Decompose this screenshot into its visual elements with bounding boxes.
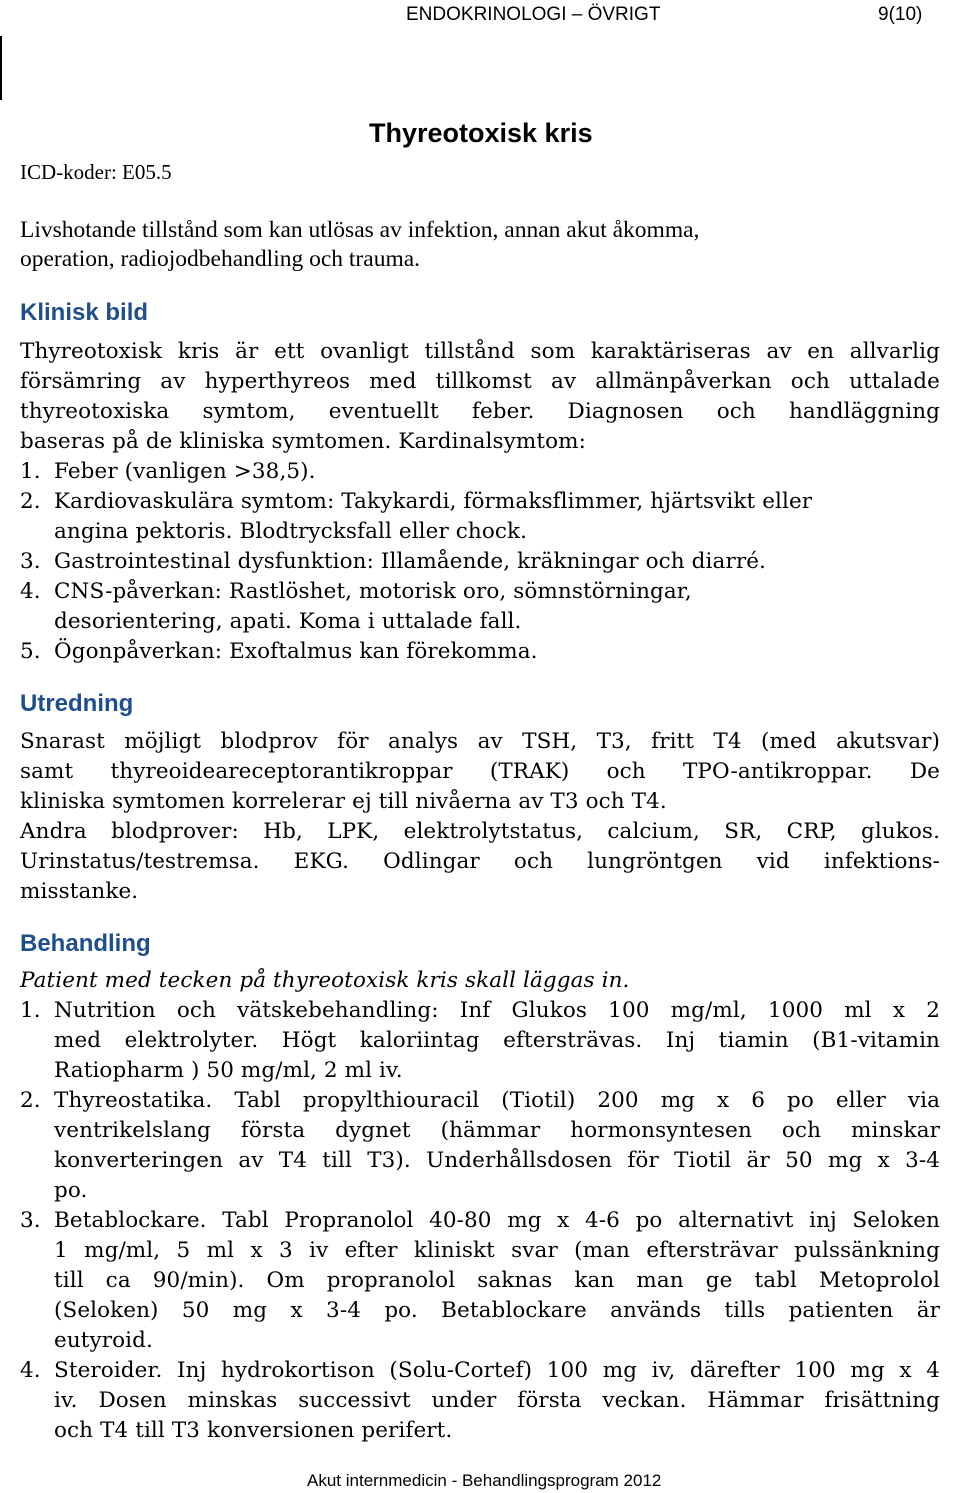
section-heading-utredning: Utredning (20, 690, 134, 717)
list-item: ventrikelslang första dygnet (hämmar hormonsyntesen och minskar (54, 1118, 940, 1143)
list-number: 4. (20, 579, 41, 604)
paragraph-line: baseras på de kliniska symtomen. Kardinalsymtom: (20, 429, 586, 454)
page-footer: Akut internmedicin - Behandlingsprogram 2012 (307, 1471, 662, 1490)
list-item: iv. Dosen minskas successivt under första veckan. Hämmar frisättning (54, 1388, 940, 1413)
intro-line: operation, radiojodbehandling och trauma. (20, 246, 421, 272)
list-item: Gastrointestinal dysfunktion: Illamående, kräkningar och diarré. (54, 549, 766, 574)
paragraph-line: kliniska symtomen korrelerar ej till nivåerna av T3 och T4. (20, 789, 667, 814)
icd-codes: ICD-koder: E05.5 (20, 160, 172, 184)
list-number: 4. (20, 1358, 41, 1383)
paragraph-line: Andra blodprover: Hb, LPK, elektrolytstatus, calcium, SR, CRP, glukos. (20, 819, 940, 844)
paragraph-line: Snarast möjligt blodprov för analys av TSH, T3, fritt T4 (med akutsvar) (20, 729, 940, 754)
paragraph-line: thyreotoxiska symtom, eventuellt feber. Diagnosen och handläggning (20, 399, 940, 424)
list-item: konverteringen av T4 till T3). Underhållsdosen för Tiotil är 50 mg x 3-4 (54, 1148, 940, 1173)
list-item: Ratiopharm ) 50 mg/ml, 2 ml iv. (54, 1058, 403, 1083)
list-item: po. (54, 1178, 88, 1203)
list-item: Ögonpåverkan: Exoftalmus kan förekomma. (54, 639, 538, 664)
list-item: desorientering, apati. Koma i uttalade fall. (54, 609, 522, 634)
list-item: Betablockare. Tabl Propranolol 40-80 mg x 4-6 po alternativt inj Seloken (54, 1208, 940, 1233)
list-item: (Seloken) 50 mg x 3-4 po. Betablockare används tills patienten är (54, 1298, 940, 1323)
page-title: Thyreotoxisk kris (369, 118, 593, 148)
list-item: angina pektoris. Blodtrycksfall eller chock. (54, 519, 528, 544)
section-heading-behandling: Behandling (20, 930, 151, 957)
list-number: 3. (20, 549, 41, 574)
list-item: Nutrition och vätskebehandling: Inf Glukos 100 mg/ml, 1000 ml x 2 (54, 998, 940, 1023)
paragraph-line: Thyreotoxisk kris är ett ovanligt tillstånd som karaktäriseras av en allvarlig (20, 339, 940, 364)
list-item: Steroider. Inj hydrokortison (Solu-Cortef) 100 mg iv, därefter 100 mg x 4 (54, 1358, 940, 1383)
intro-line: Livshotande tillstånd som kan utlösas av infektion, annan akut åkomma, (20, 217, 700, 243)
list-item: med elektrolyter. Högt kaloriintag eftersträvas. Inj tiamin (B1-vitamin (54, 1028, 940, 1053)
list-item: Kardiovaskulära symtom: Takykardi, förmaksflimmer, hjärtsvikt eller (54, 489, 813, 514)
header-section: ENDOKRINOLOGI – ÖVRIGT (406, 4, 661, 25)
list-number: 1. (20, 998, 41, 1023)
list-number: 2. (20, 1088, 41, 1113)
list-item: Thyreostatika. Tabl propylthiouracil (Tiotil) 200 mg x 6 po eller via (54, 1088, 940, 1113)
paragraph-line: försämring av hyperthyreos med tillkomst av allmänpåverkan och uttalade (20, 369, 940, 394)
list-item: och T4 till T3 konversionen perifert. (54, 1418, 453, 1443)
list-number: 3. (20, 1208, 41, 1233)
paragraph-line: samt thyreoideareceptorantikroppar (TRAK) och TPO-antikroppar. De (20, 759, 940, 784)
list-item: Feber (vanligen >38,5). (54, 459, 316, 484)
list-item: till ca 90/min). Om propranolol saknas kan man ge tabl Metoprolol (54, 1268, 940, 1293)
list-number: 5. (20, 639, 41, 664)
list-number: 2. (20, 489, 41, 514)
list-item: CNS-påverkan: Rastlöshet, motorisk oro, sömnstörningar, (54, 579, 692, 604)
paragraph-line: Urinstatus/testremsa. EKG. Odlingar och lungröntgen vid infektions- (20, 849, 940, 874)
margin-bar (0, 36, 2, 100)
section-heading-klinisk-bild: Klinisk bild (20, 299, 149, 326)
admission-note: Patient med tecken på thyreotoxisk kris skall läggas in. (20, 968, 630, 993)
header-page-number: 9(10) (878, 4, 923, 25)
list-item: eutyroid. (54, 1328, 153, 1353)
list-item: 1 mg/ml, 5 ml x 3 iv efter kliniskt svar (man eftersträvar pulssänkning (54, 1238, 940, 1263)
list-number: 1. (20, 459, 41, 484)
paragraph-line: misstanke. (20, 879, 139, 904)
